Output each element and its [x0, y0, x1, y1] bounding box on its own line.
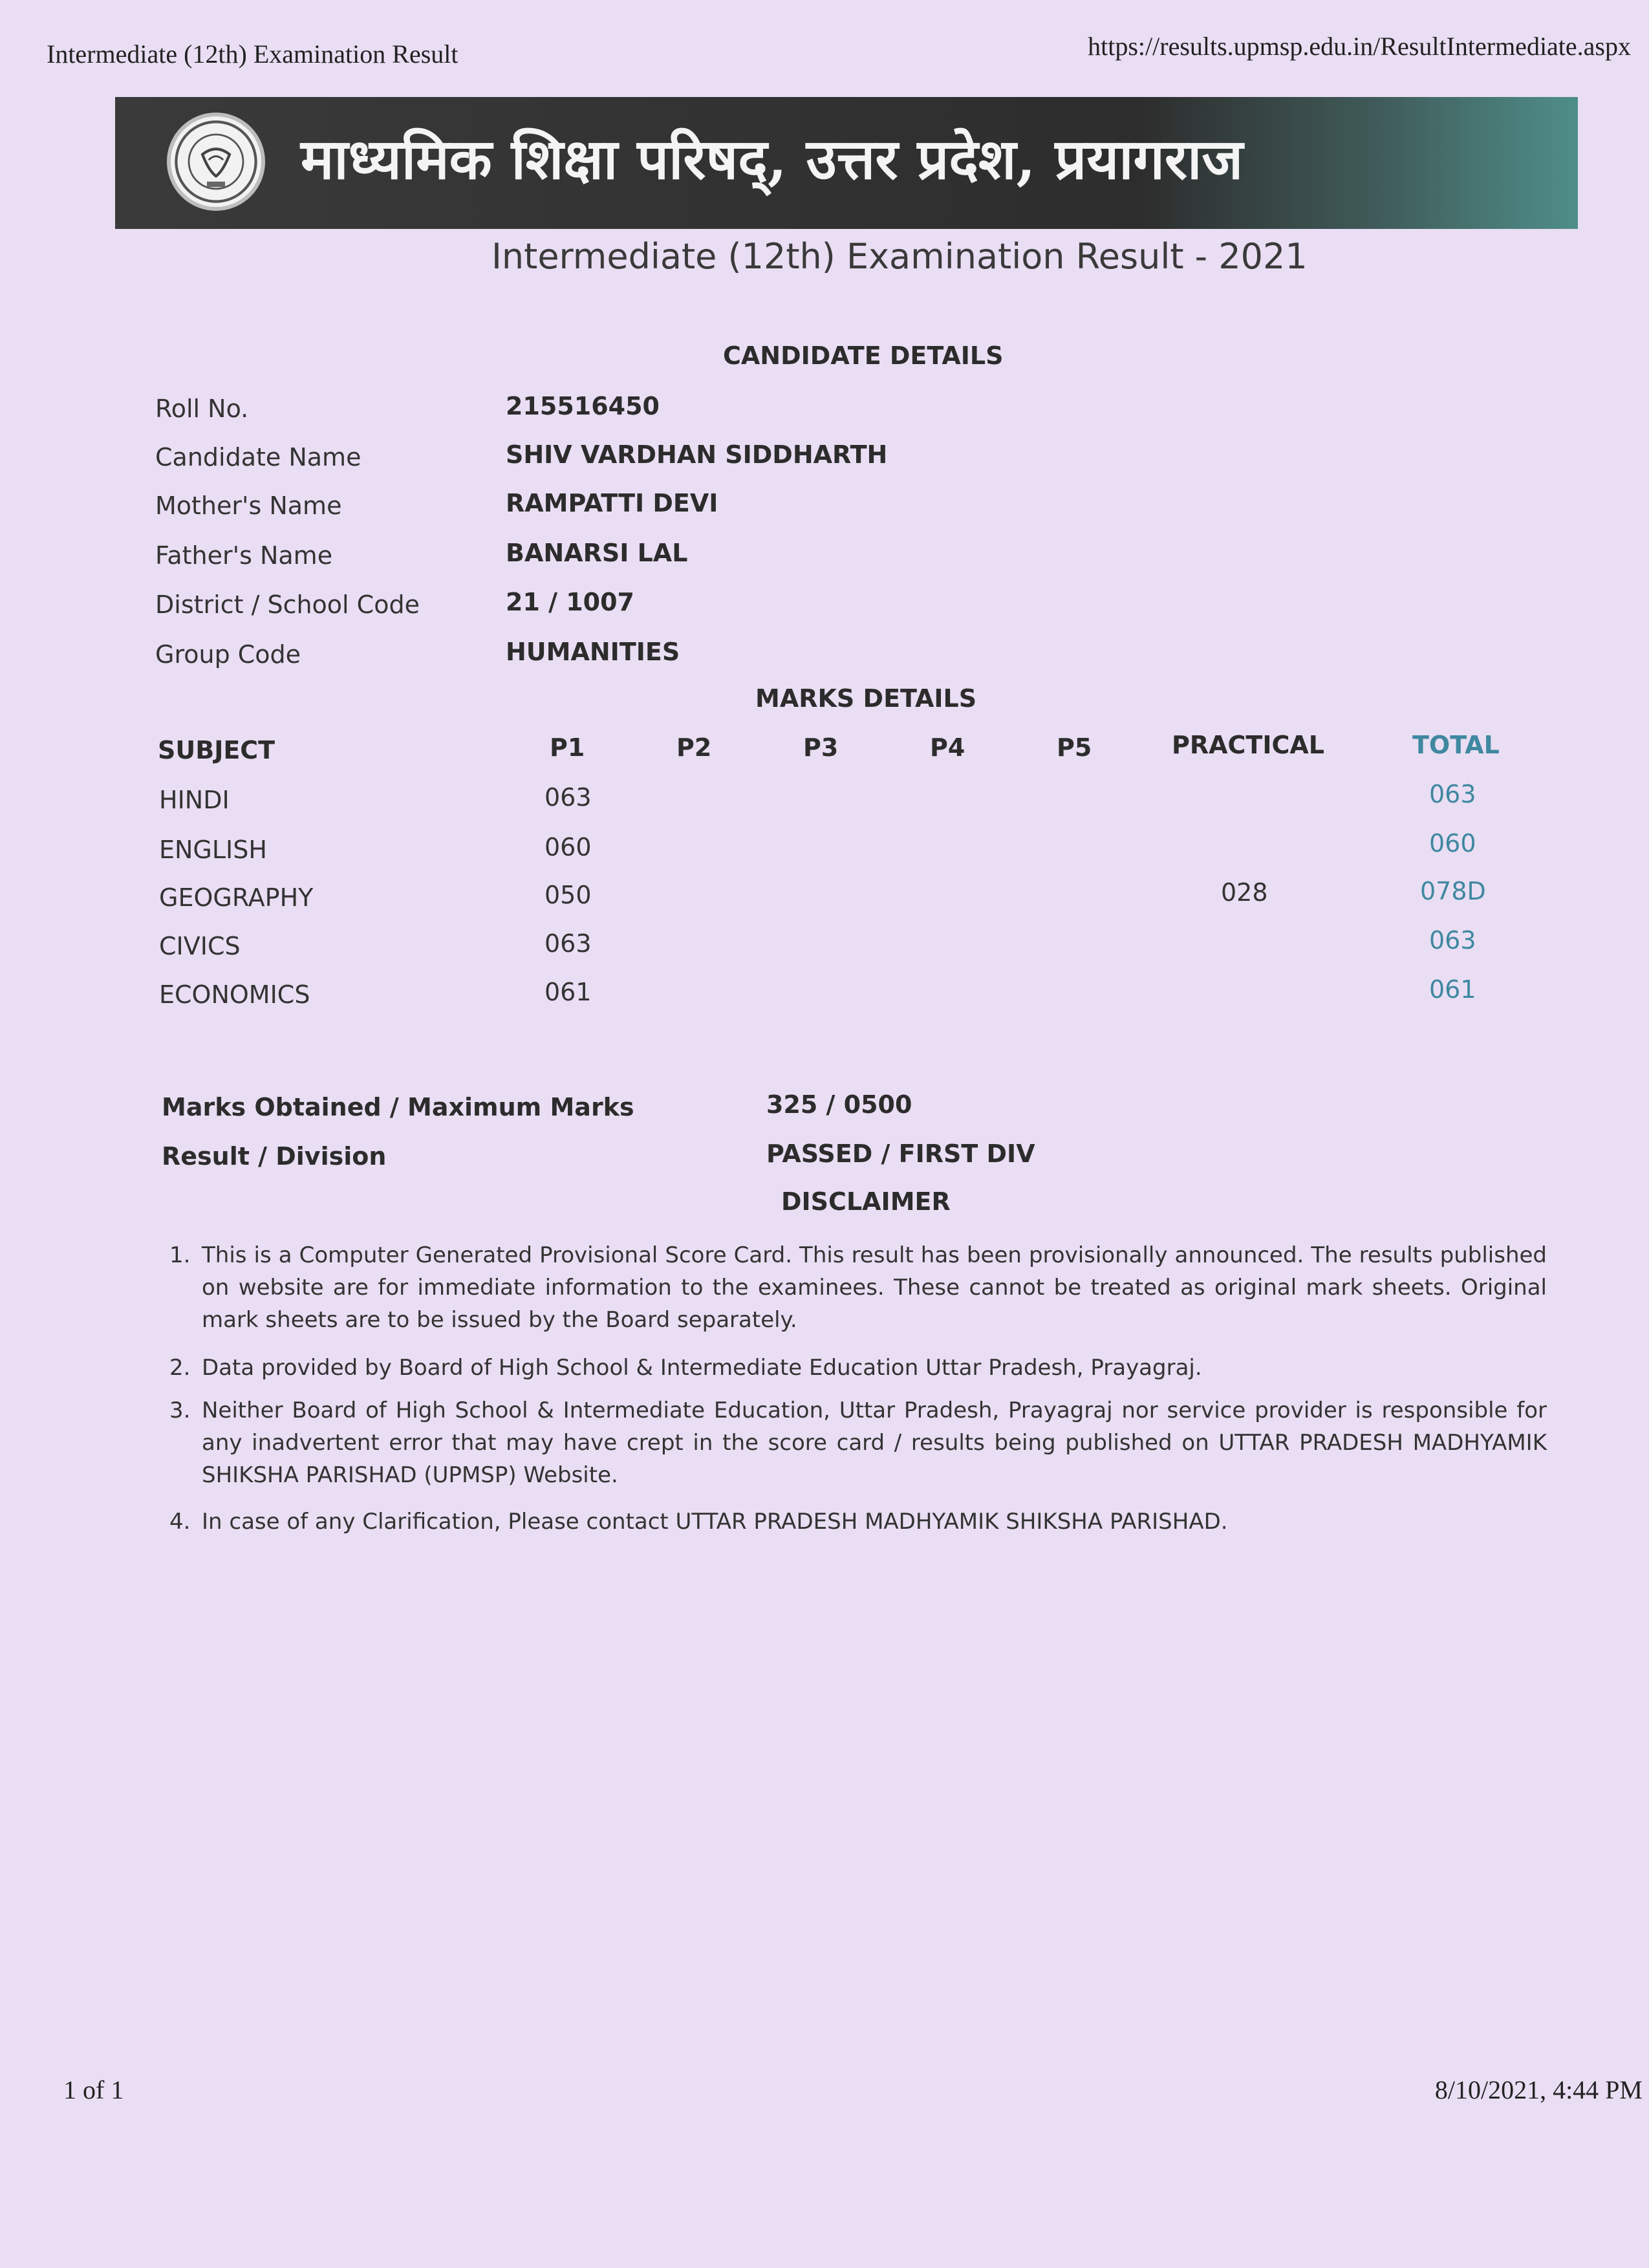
mother-name-label: Mother's Name: [155, 491, 342, 520]
page-number: 1 of 1: [63, 2075, 124, 2104]
print-header-title: Intermediate (12th) Examination Result: [47, 39, 458, 69]
col-p3: P3: [803, 733, 839, 762]
mother-name-value: RAMPATTI DEVI: [506, 489, 718, 517]
print-header-url: https://results.upmsp.edu.in/ResultIntermediate.aspx: [1088, 32, 1631, 61]
father-name-label: Father's Name: [155, 541, 333, 570]
table-row-total: 078D: [1420, 877, 1486, 905]
table-row-subject: ECONOMICS: [159, 980, 310, 1009]
print-datetime: 8/10/2021, 4:44 PM: [1434, 2075, 1643, 2104]
table-row-total: 063: [1429, 780, 1476, 808]
table-row-total: 061: [1429, 975, 1476, 1004]
col-p1: P1: [550, 733, 585, 762]
col-p5: P5: [1057, 733, 1092, 762]
table-row-subject: HINDI: [159, 786, 230, 814]
col-practical: PRACTICAL: [1172, 731, 1324, 759]
disclaimer-item-number: 1.: [169, 1242, 191, 1268]
disclaimer-item-text: This is a Computer Generated Provisional Score Card. This result has been provisionally announced. The results published on website are for immediate information to the examinees. These cannot be treated as original mark sheets. Original mark sheets are to be issued by the Board separately.: [202, 1242, 1547, 1333]
disclaimer-item: [169, 1506, 1547, 1538]
district-school-code-value: 21 / 1007: [506, 588, 634, 616]
district-school-code-label: District / School Code: [155, 590, 420, 619]
disclaimer-item: [169, 1394, 1547, 1491]
group-code-value: HUMANITIES: [506, 638, 680, 666]
marks-obtained-label: Marks Obtained / Maximum Marks: [162, 1093, 634, 1121]
table-row-practical: 028: [1221, 878, 1268, 907]
disclaimer-item-number: 3.: [169, 1398, 191, 1423]
disclaimer-item-number: 4.: [169, 1509, 191, 1535]
table-row-total: 063: [1429, 926, 1476, 955]
table-row-p1: 063: [544, 783, 592, 812]
candidate-details-heading: CANDIDATE DETAILS: [723, 341, 1004, 370]
result-division-label: Result / Division: [162, 1142, 387, 1171]
candidate-name-label: Candidate Name: [155, 443, 361, 471]
disclaimer-item-text: Data provided by Board of High School & Intermediate Education Uttar Pradesh, Prayagraj.: [202, 1355, 1202, 1381]
col-p4: P4: [930, 733, 965, 762]
table-row-total: 060: [1429, 829, 1476, 858]
group-code-label: Group Code: [155, 640, 301, 669]
page-title: Intermediate (12th) Examination Result - 2021: [491, 236, 1308, 277]
roll-no-value: 215516450: [506, 392, 660, 420]
up-board-emblem-icon: [167, 113, 265, 211]
result-division-value: PASSED / FIRST DIV: [766, 1139, 1035, 1168]
disclaimer-item: [169, 1352, 1547, 1384]
roll-no-label: Roll No.: [155, 394, 249, 423]
table-row-subject: CIVICS: [159, 932, 241, 960]
table-row-p1: 050: [544, 881, 592, 909]
table-row-p1: 061: [544, 978, 592, 1006]
col-total: TOTAL: [1412, 731, 1500, 759]
table-row-subject: ENGLISH: [159, 836, 267, 864]
table-row-p1: 063: [544, 929, 592, 958]
disclaimer-heading: DISCLAIMER: [781, 1187, 951, 1216]
disclaimer-item-number: 2.: [169, 1355, 191, 1381]
disclaimer-item: [169, 1239, 1547, 1336]
marks-obtained-value: 325 / 0500: [766, 1090, 912, 1119]
col-p2: P2: [676, 733, 712, 762]
father-name-value: BANARSI LAL: [506, 539, 688, 567]
candidate-name-value: SHIV VARDHAN SIDDHARTH: [506, 440, 888, 469]
table-row-p1: 060: [544, 833, 592, 861]
disclaimer-item-text: In case of any Clarification, Please contact UTTAR PRADESH MADHYAMIK SHIKSHA PARISHAD.: [202, 1509, 1228, 1535]
marks-details-heading: MARKS DETAILS: [755, 684, 977, 713]
col-subject: SUBJECT: [158, 736, 275, 764]
banner-title: माध्यमिक शिक्षा परिषद्, उत्तर प्रदेश, प्रयागराज: [301, 127, 1244, 192]
table-row-subject: GEOGRAPHY: [159, 883, 314, 912]
disclaimer-item-text: Neither Board of High School & Intermediate Education, Uttar Pradesh, Prayagraj nor service provider is responsible for any inadvertent error that may have crept in the score card / results being published on UTTAR PRADESH MADHYAMIK SHIKSHA PARISHAD (UPMSP) Website.: [202, 1398, 1547, 1488]
